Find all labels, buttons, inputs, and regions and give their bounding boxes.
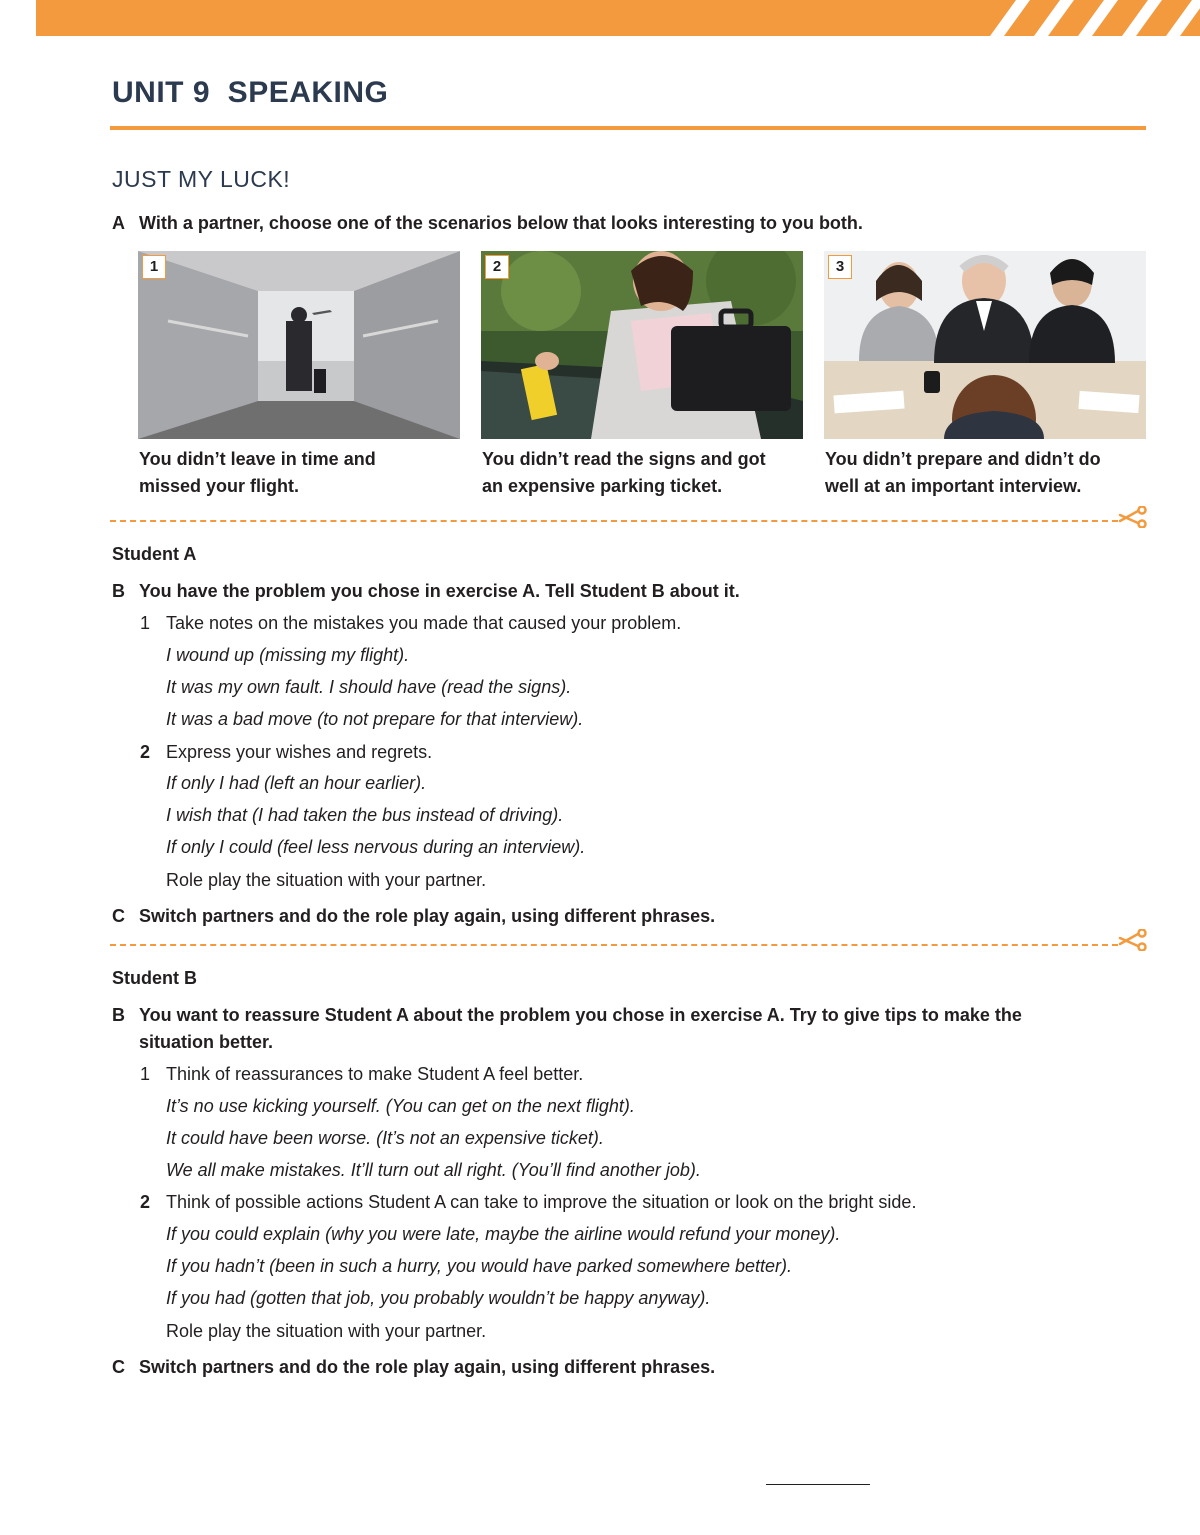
example-phrase: If you had (gotten that job, you probably wouldn’t be happy anyway). xyxy=(166,1288,711,1308)
student-b-exercise-b xyxy=(112,1003,1022,1027)
example-phrase: It’s no use kicking yourself. (You can get on the next flight). xyxy=(166,1096,635,1116)
step-text: Take notes on the mistakes you made that caused your problem. xyxy=(166,613,682,633)
exercise-text: With a partner, choose one of the scenarios below that looks interesting to you both. xyxy=(139,213,863,233)
exercise-text: You want to reassure Student A about the problem you chose in exercise A. Try to give tips to make the xyxy=(139,1005,1022,1025)
example-phrase: If only I could (feel less nervous during an interview). xyxy=(166,837,586,857)
header-bar xyxy=(36,0,1200,36)
exercise-text: You have the problem you chose in exercise A. Tell Student B about it. xyxy=(139,581,740,601)
example-phrase: If you hadn’t (been in such a hurry, you would have parked somewhere better). xyxy=(166,1256,793,1276)
title-rule xyxy=(110,126,1146,130)
scenario-3-caption xyxy=(825,446,1145,500)
student-a-heading: Student A xyxy=(112,544,197,564)
scenario-3-photo xyxy=(824,251,1146,439)
section-title: JUST MY LUCK! xyxy=(112,166,291,192)
step-number: 2 xyxy=(140,742,151,762)
exercise-letter: B xyxy=(112,581,125,601)
student-a-exercise-c xyxy=(112,904,715,928)
unit-title: UNIT 9 SPEAKING xyxy=(112,76,389,109)
exercise-letter: A xyxy=(112,213,125,233)
student-b-heading: Student B xyxy=(112,968,197,988)
scenario-number-badge: 3 xyxy=(828,255,852,279)
interview-image xyxy=(824,251,1146,439)
example-phrase: I wish that (I had taken the bus instead of driving). xyxy=(166,805,564,825)
caption-line: well at an important interview. xyxy=(825,476,1082,496)
caption-line: You didn’t prepare and didn’t do xyxy=(825,449,1101,469)
cut-line xyxy=(110,520,1118,522)
scenario-2-caption xyxy=(482,446,802,500)
example-phrase: It was my own fault. I should have (read the signs). xyxy=(166,677,572,697)
scissors-icon xyxy=(1118,929,1148,951)
step-number: 1 xyxy=(140,1064,151,1084)
parking-ticket-image xyxy=(481,251,803,439)
exercise-text: Switch partners and do the role play again, using different phrases. xyxy=(139,906,716,926)
exercise-a-instruction xyxy=(112,211,863,235)
header-stripes xyxy=(970,0,1200,36)
footer-rule xyxy=(766,1484,870,1485)
example-phrase: It was a bad move (to not prepare for that interview). xyxy=(166,709,584,729)
scissors-icon xyxy=(1118,506,1148,528)
exercise-text-continued: situation better. xyxy=(139,1032,274,1052)
scenario-number-badge: 2 xyxy=(485,255,509,279)
exercise-text: Switch partners and do the role play again, using different phrases. xyxy=(139,1357,716,1377)
roleplay-text: Role play the situation with your partner. xyxy=(166,1321,487,1341)
jet-bridge-image xyxy=(138,251,460,439)
student-b-exercise-c xyxy=(112,1355,715,1379)
step-text: Think of possible actions Student A can take to improve the situation or look on the bright side. xyxy=(166,1192,917,1212)
scenario-2-photo xyxy=(481,251,803,439)
exercise-letter: B xyxy=(112,1005,125,1025)
example-phrase: If you could explain (why you were late, maybe the airline would refund your money). xyxy=(166,1224,841,1244)
step-text: Think of reassurances to make Student A feel better. xyxy=(166,1064,584,1084)
step-text: Express your wishes and regrets. xyxy=(166,742,433,762)
exercise-letter: C xyxy=(112,1357,125,1377)
step-number: 1 xyxy=(140,613,151,633)
caption-line: You didn’t leave in time and xyxy=(139,449,376,469)
example-phrase: We all make mistakes. It’ll turn out all right. (You’ll find another job). xyxy=(166,1160,701,1180)
cut-line xyxy=(110,944,1118,946)
example-phrase: If only I had (left an hour earlier). xyxy=(166,773,427,793)
exercise-letter: C xyxy=(112,906,125,926)
caption-line: an expensive parking ticket. xyxy=(482,476,723,496)
scenario-number-badge: 1 xyxy=(142,255,166,279)
student-a-exercise-b xyxy=(112,579,740,603)
caption-line: missed your flight. xyxy=(139,476,300,496)
scenario-1-photo xyxy=(138,251,460,439)
roleplay-text: Role play the situation with your partner. xyxy=(166,870,487,890)
caption-line: You didn’t read the signs and got xyxy=(482,449,766,469)
scenario-1-caption xyxy=(139,446,459,500)
step-number: 2 xyxy=(140,1192,151,1212)
example-phrase: I wound up (missing my flight). xyxy=(166,645,410,665)
example-phrase: It could have been worse. (It’s not an expensive ticket). xyxy=(166,1128,604,1148)
